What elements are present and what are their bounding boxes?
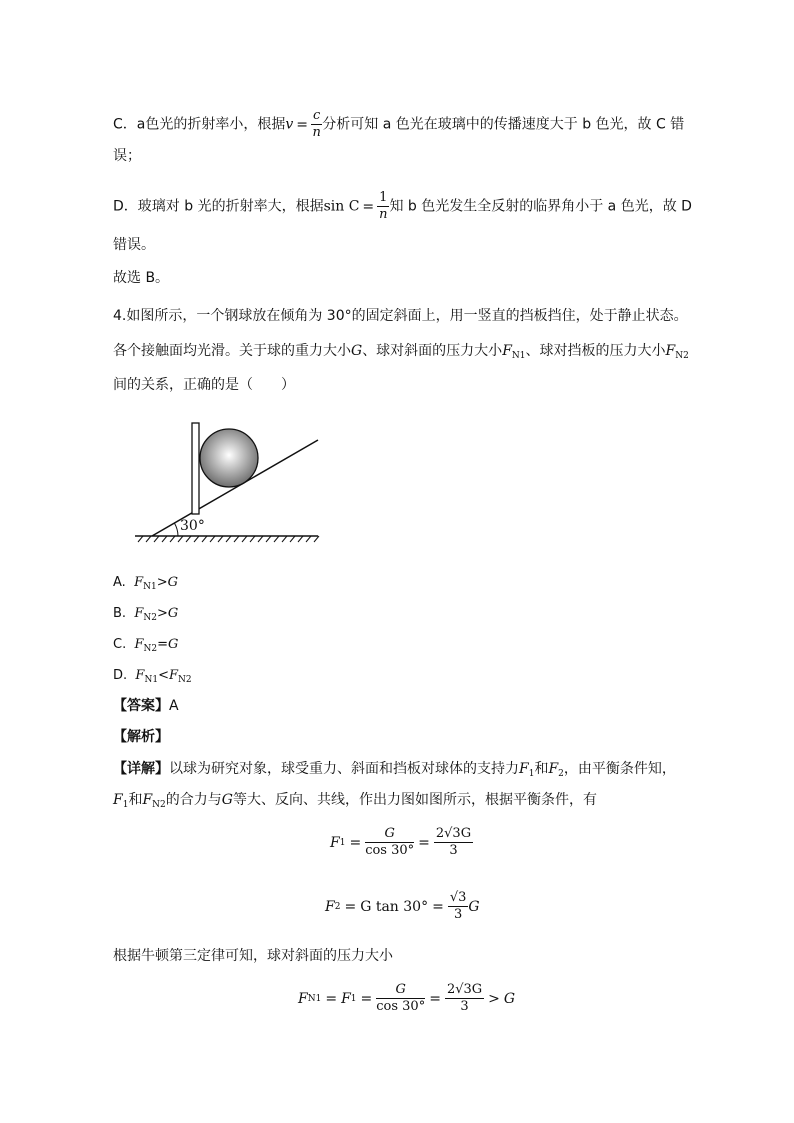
baffle-board	[192, 423, 199, 514]
answer-value: A	[169, 698, 179, 714]
numerator: G	[376, 982, 425, 999]
d-continuation: 错误。	[113, 237, 155, 253]
sub: N2	[143, 644, 158, 654]
var-f: F	[665, 343, 676, 359]
angle-label: 30°	[180, 518, 205, 534]
var-g: G	[468, 898, 480, 915]
text: 分析可知 a 色光在玻璃中的传播速度大于 b 色光，故 C 错	[322, 116, 685, 133]
text: 等大、反向、共线，作出力图如图所示，根据平衡条件，有	[232, 792, 597, 808]
sub: N2	[152, 800, 166, 810]
text: C．a色光的折射率小，根据	[113, 116, 286, 133]
var-f: F	[134, 637, 144, 652]
var-f: F	[168, 668, 178, 683]
relation: >	[156, 575, 168, 590]
question-line-3: 间的关系，正确的是（ ）	[113, 377, 295, 393]
analysis-tag-text: 【解析】	[113, 729, 169, 745]
option-d-explanation	[113, 190, 692, 223]
eq-sign: =	[432, 898, 444, 915]
equation-f1	[330, 826, 473, 859]
question-line-1: 4.如图所示，一个钢球放在倾角为 30°的固定斜面上，用一竖直的挡板挡住，处于静止状态。	[113, 308, 688, 324]
fraction	[376, 982, 425, 1015]
numerator: 2√3G	[446, 982, 483, 997]
sub: N1	[143, 582, 157, 592]
eq-sign: =	[349, 834, 362, 851]
g-tan-30: G tan 30°	[360, 898, 429, 915]
eq-sign: =	[296, 116, 309, 133]
formula-sin-c: sin C	[323, 198, 360, 215]
text: 、球对斜面的压力大小	[362, 343, 503, 359]
equation-fn1	[298, 982, 515, 1015]
fraction-c-n	[311, 108, 322, 141]
var-g: G	[351, 343, 363, 359]
fraction	[448, 890, 469, 923]
equation-f2	[325, 890, 480, 923]
denominator: n	[312, 125, 321, 140]
var-f: F	[134, 575, 144, 590]
conclusion: 故选 B。	[113, 270, 170, 286]
var-g: G	[221, 792, 233, 808]
eq-sign: =	[429, 990, 441, 1007]
gt-sign: >	[488, 990, 500, 1007]
ground-hatch	[135, 536, 319, 542]
numerator: √3	[449, 890, 467, 905]
var-f: F	[142, 792, 153, 808]
var-g: G	[167, 575, 178, 590]
numerator: 1	[379, 190, 388, 205]
var-f: F	[325, 898, 335, 915]
numerator: 2√3G	[435, 826, 472, 841]
denominator: cos 30°	[376, 999, 426, 1014]
sub: N1	[307, 993, 322, 1004]
option-c[interactable]	[113, 635, 178, 659]
eq-sign: =	[344, 898, 357, 915]
detail-line-2	[113, 790, 597, 815]
answer-line	[113, 696, 179, 716]
denominator: 3	[453, 907, 463, 922]
option-label: D.	[113, 668, 128, 683]
option-a[interactable]	[113, 573, 178, 597]
detail-line-1	[113, 759, 676, 784]
sub: 2	[334, 901, 341, 912]
var-f: F	[341, 990, 351, 1007]
var-f: F	[519, 761, 529, 777]
numerator: c	[313, 108, 321, 123]
c-continuation: 误；	[113, 148, 141, 164]
var-f: F	[330, 834, 340, 851]
option-c-explanation	[113, 108, 684, 141]
sub: 1	[122, 800, 129, 810]
sub: N2	[143, 613, 157, 623]
text: 知 b 色光发生全反射的临界角小于 a 色光，故 D	[389, 198, 692, 215]
steel-ball	[200, 429, 258, 487]
answer-tag: 【答案】	[113, 698, 169, 714]
var-f: F	[548, 761, 559, 777]
sub: 1	[339, 837, 346, 848]
eq-sign: =	[360, 990, 373, 1007]
denominator: n	[379, 207, 388, 222]
relation: >	[156, 606, 168, 621]
sub: 1	[350, 993, 357, 1004]
sub-n2: N2	[675, 351, 689, 361]
relation: =	[157, 637, 169, 652]
fraction	[365, 826, 414, 859]
denominator: cos 30°	[365, 843, 415, 858]
text: 和	[128, 792, 143, 808]
angle-arc	[175, 523, 179, 536]
text: 和	[534, 761, 549, 777]
var-f: F	[298, 990, 308, 1007]
analysis-tag	[113, 727, 169, 747]
text: 以球为研究对象，球受重力、斜面和挡板对球体的支持力	[169, 761, 519, 777]
fraction-1-n	[377, 190, 389, 223]
option-label: B.	[113, 606, 127, 621]
question-line-2	[113, 341, 689, 366]
fraction	[434, 826, 473, 859]
numerator: G	[365, 826, 414, 843]
option-label: C.	[113, 637, 127, 652]
text: 、球对挡板的压力大小	[525, 343, 666, 359]
text: 各个接触面均光滑。关于球的重力大小	[113, 343, 351, 359]
sub: 2	[558, 769, 564, 779]
text: 的合力与	[165, 792, 222, 808]
text: D．玻璃对 b 光的折射率大，根据	[113, 198, 324, 215]
eq-sign: =	[418, 834, 430, 851]
var-f: F	[135, 668, 145, 683]
relation: <	[158, 668, 169, 683]
var-f: F	[113, 792, 123, 808]
var-g: G	[168, 637, 179, 652]
sub: 1	[528, 769, 535, 779]
var-f: F	[502, 343, 512, 359]
var-g: G	[503, 990, 516, 1007]
option-b[interactable]	[113, 604, 178, 628]
var-v: v	[285, 116, 294, 133]
sub: N2	[178, 675, 192, 685]
eq-sign: =	[325, 990, 338, 1007]
incline-figure	[130, 415, 330, 550]
text: ，由平衡条件知，	[563, 761, 676, 777]
fraction	[445, 982, 484, 1015]
detail-tag: 【详解】	[113, 761, 169, 777]
denominator: 3	[449, 843, 458, 858]
sub-n1: N1	[511, 351, 526, 361]
var-g: G	[167, 606, 179, 621]
option-label: A.	[113, 575, 126, 590]
eq-sign: =	[362, 198, 375, 215]
var-f: F	[134, 606, 144, 621]
sub: N1	[144, 675, 159, 685]
newton-third-law-line: 根据牛顿第三定律可知，球对斜面的压力大小	[113, 948, 393, 964]
denominator: 3	[460, 999, 469, 1014]
option-d[interactable]	[113, 666, 192, 690]
